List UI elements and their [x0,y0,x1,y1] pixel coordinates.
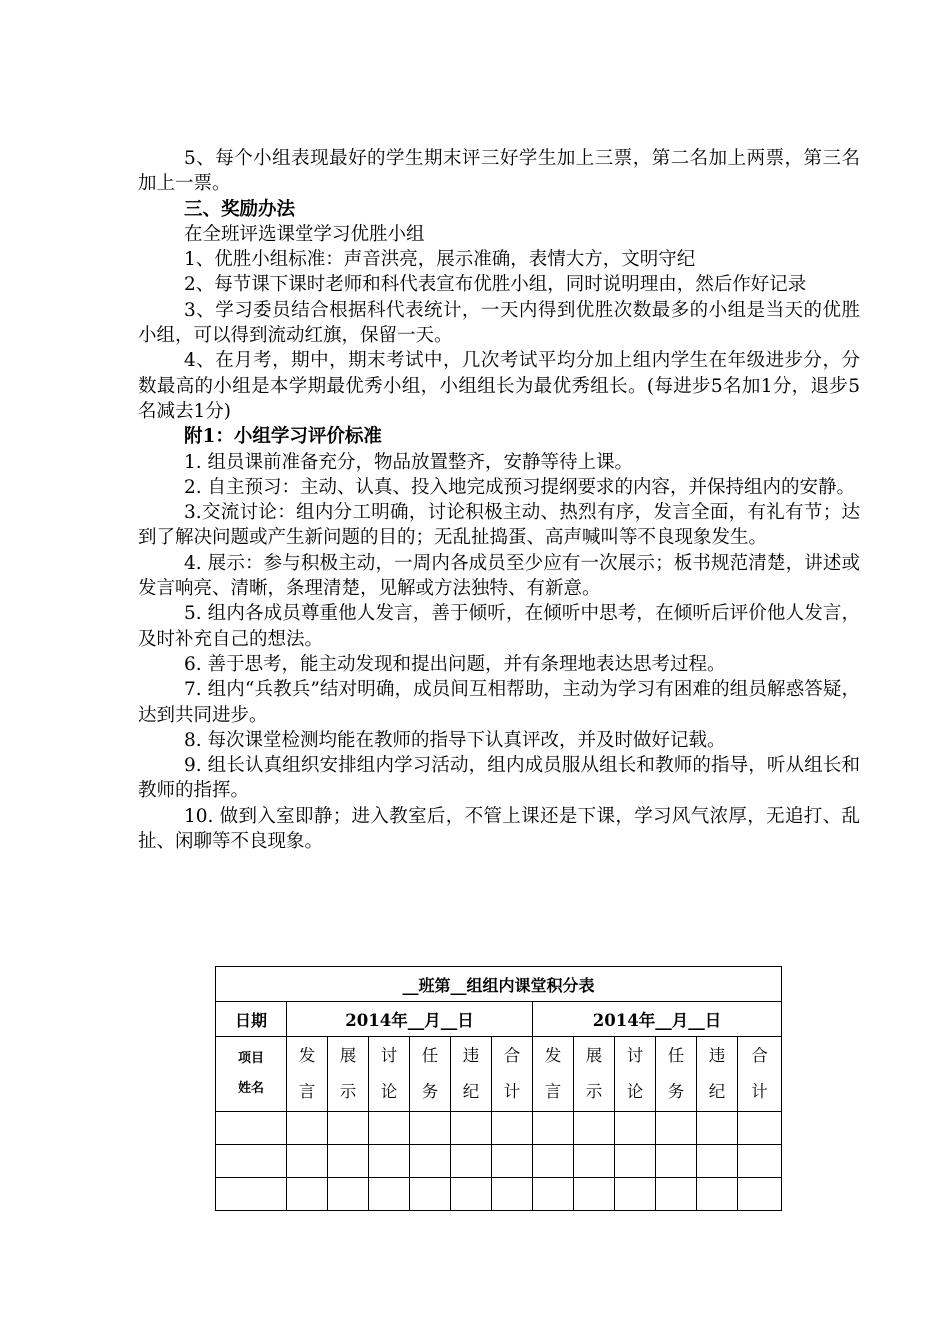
score-cell [656,1178,697,1211]
score-cell [697,1178,738,1211]
item-header [287,1037,328,1112]
item-header [697,1037,738,1112]
item-header [574,1037,615,1112]
score-cell [615,1145,656,1178]
item-header-label: 合计 [751,1046,768,1101]
document-body [138,146,860,854]
score-cell [369,1178,410,1211]
score-cell [287,1145,328,1178]
item-header [615,1037,656,1112]
item-header-label: 任务 [421,1046,439,1101]
table-row [216,1112,782,1145]
score-cell [451,1112,492,1145]
paragraph: 3.交流讨论：组内分工明确，讨论积极主动、热烈有序，发言全面，有礼有节；达到了解决问题或产生新问题的目的；无乱扯捣蛋、高声喊叫等不良现象发生。 [138,502,860,549]
item-header [369,1037,410,1112]
item-header-label: 展示 [339,1046,357,1101]
score-cell [656,1112,697,1145]
item-header [738,1037,782,1112]
table-title: __班第__组组内课堂积分表 [216,967,782,1002]
score-cell [615,1112,656,1145]
date-field-1: 2014年__月__日 [287,1002,533,1037]
score-cell [492,1145,533,1178]
score-cell [738,1178,782,1211]
item-header-label: 合计 [503,1046,521,1101]
item-header-label: 发言 [298,1046,316,1101]
score-cell [574,1178,615,1211]
section-heading: 三、奖励办法 [184,198,296,220]
score-cell [574,1145,615,1178]
item-header-label: 违纪 [708,1046,726,1101]
score-cell [287,1178,328,1211]
paragraph: 1、优胜小组标准：声音洪亮，展示准确，表情大方，文明守纪 [184,249,696,271]
item-header-label: 发言 [544,1046,562,1101]
score-cell [656,1145,697,1178]
score-cell [615,1178,656,1211]
score-cell [328,1112,369,1145]
paragraph: 2. 自主预习：主动、认真、投入地完成预习提纲要求的内容，并保持组内的安静。 [184,476,856,498]
item-header [492,1037,533,1112]
score-cell [738,1112,782,1145]
item-header-label: 违纪 [462,1046,480,1101]
score-cell [328,1178,369,1211]
score-cell [216,1145,287,1178]
score-cell [328,1145,369,1178]
corner-name-label: 姓名 [237,1081,264,1096]
score-cell [533,1145,574,1178]
date-label: 日期 [216,1002,287,1037]
paragraph: 1. 组员课前准备充分，物品放置整齐，安静等待上课。 [184,451,634,473]
corner-item-label: 项目 [237,1051,264,1066]
item-header [656,1037,697,1112]
item-header-label: 任务 [667,1046,685,1101]
paragraph: 8. 每次课堂检测均能在教师的指导下认真评改，并及时做好记载。 [184,729,726,751]
item-header-label: 讨论 [626,1046,644,1101]
paragraph: 3、学习委员结合根据科代表统计，一天内得到优胜次数最多的小组是当天的优胜小组，可以得到流动红旗，保留一天。 [138,299,860,347]
score-cell [533,1178,574,1211]
corner-cell [216,1037,287,1112]
paragraph: 4、在月考，期中，期末考试中，几次考试平均分加上组内学生在年级进步分，分数最高的小组是本学期最优秀小组，小组组长为最优秀组长。(每进步5名加1分，退步5名减去1分) [138,350,860,422]
score-cell [287,1112,328,1145]
score-cell [410,1145,451,1178]
score-cell [369,1112,410,1145]
item-header [533,1037,574,1112]
paragraph: 6. 善于思考，能主动发现和提出问题，并有条理地表达思考过程。 [184,653,726,675]
score-cell [697,1112,738,1145]
item-header [328,1037,369,1112]
section-heading: 附1：小组学习评价标准 [184,426,382,448]
paragraph: 9. 组长认真组织安排组内学习活动，组内成员服从组长和教师的指导，听从组长和教师的指挥。 [138,755,860,802]
item-header [451,1037,492,1112]
paragraph: 5、每个小组表现最好的学生期末评三好学生加上三票，第二名加上两票，第三名加上一票。 [138,148,860,195]
score-cell [574,1112,615,1145]
table-row [216,1145,782,1178]
item-header-label: 展示 [585,1046,603,1101]
date-field-2: 2014年__月__日 [533,1002,782,1037]
score-cell [410,1178,451,1211]
score-cell [216,1112,287,1145]
paragraph: 10. 做到入室即静；进入教室后，不管上课还是下课，学习风气浓厚，无追打、乱扯、闲聊等不良现象。 [138,805,860,853]
score-cell [697,1145,738,1178]
score-cell [451,1145,492,1178]
table-row [216,1178,782,1211]
score-cell [369,1145,410,1178]
paragraph: 在全班评选课堂学习优胜小组 [184,223,425,245]
score-cell [738,1145,782,1178]
score-cell [216,1178,287,1211]
score-cell [492,1112,533,1145]
paragraph: 4. 展示：参与积极主动，一周内各成员至少应有一次展示；板书规范清楚，讲述或发言响亮、清晰，条理清楚，见解或方法独特、有新意。 [138,552,860,600]
score-cell [492,1178,533,1211]
paragraph: 5. 组内各成员尊重他人发言，善于倾听，在倾听中思考，在倾听后评价他人发言，及时补充自己的想法。 [138,603,860,650]
paragraph: 7. 组内“兵教兵”结对明确，成员间互相帮助，主动为学习有困难的组员解惑答疑，达到共同进步。 [138,679,860,726]
paragraph: 2、每节课下课时老师和科代表宣布优胜小组，同时说明理由，然后作好记录 [184,274,807,296]
score-cell [451,1178,492,1211]
item-header-label: 讨论 [380,1046,398,1101]
score-cell [410,1112,451,1145]
score-table [215,966,782,1211]
item-header [410,1037,451,1112]
score-cell [533,1112,574,1145]
